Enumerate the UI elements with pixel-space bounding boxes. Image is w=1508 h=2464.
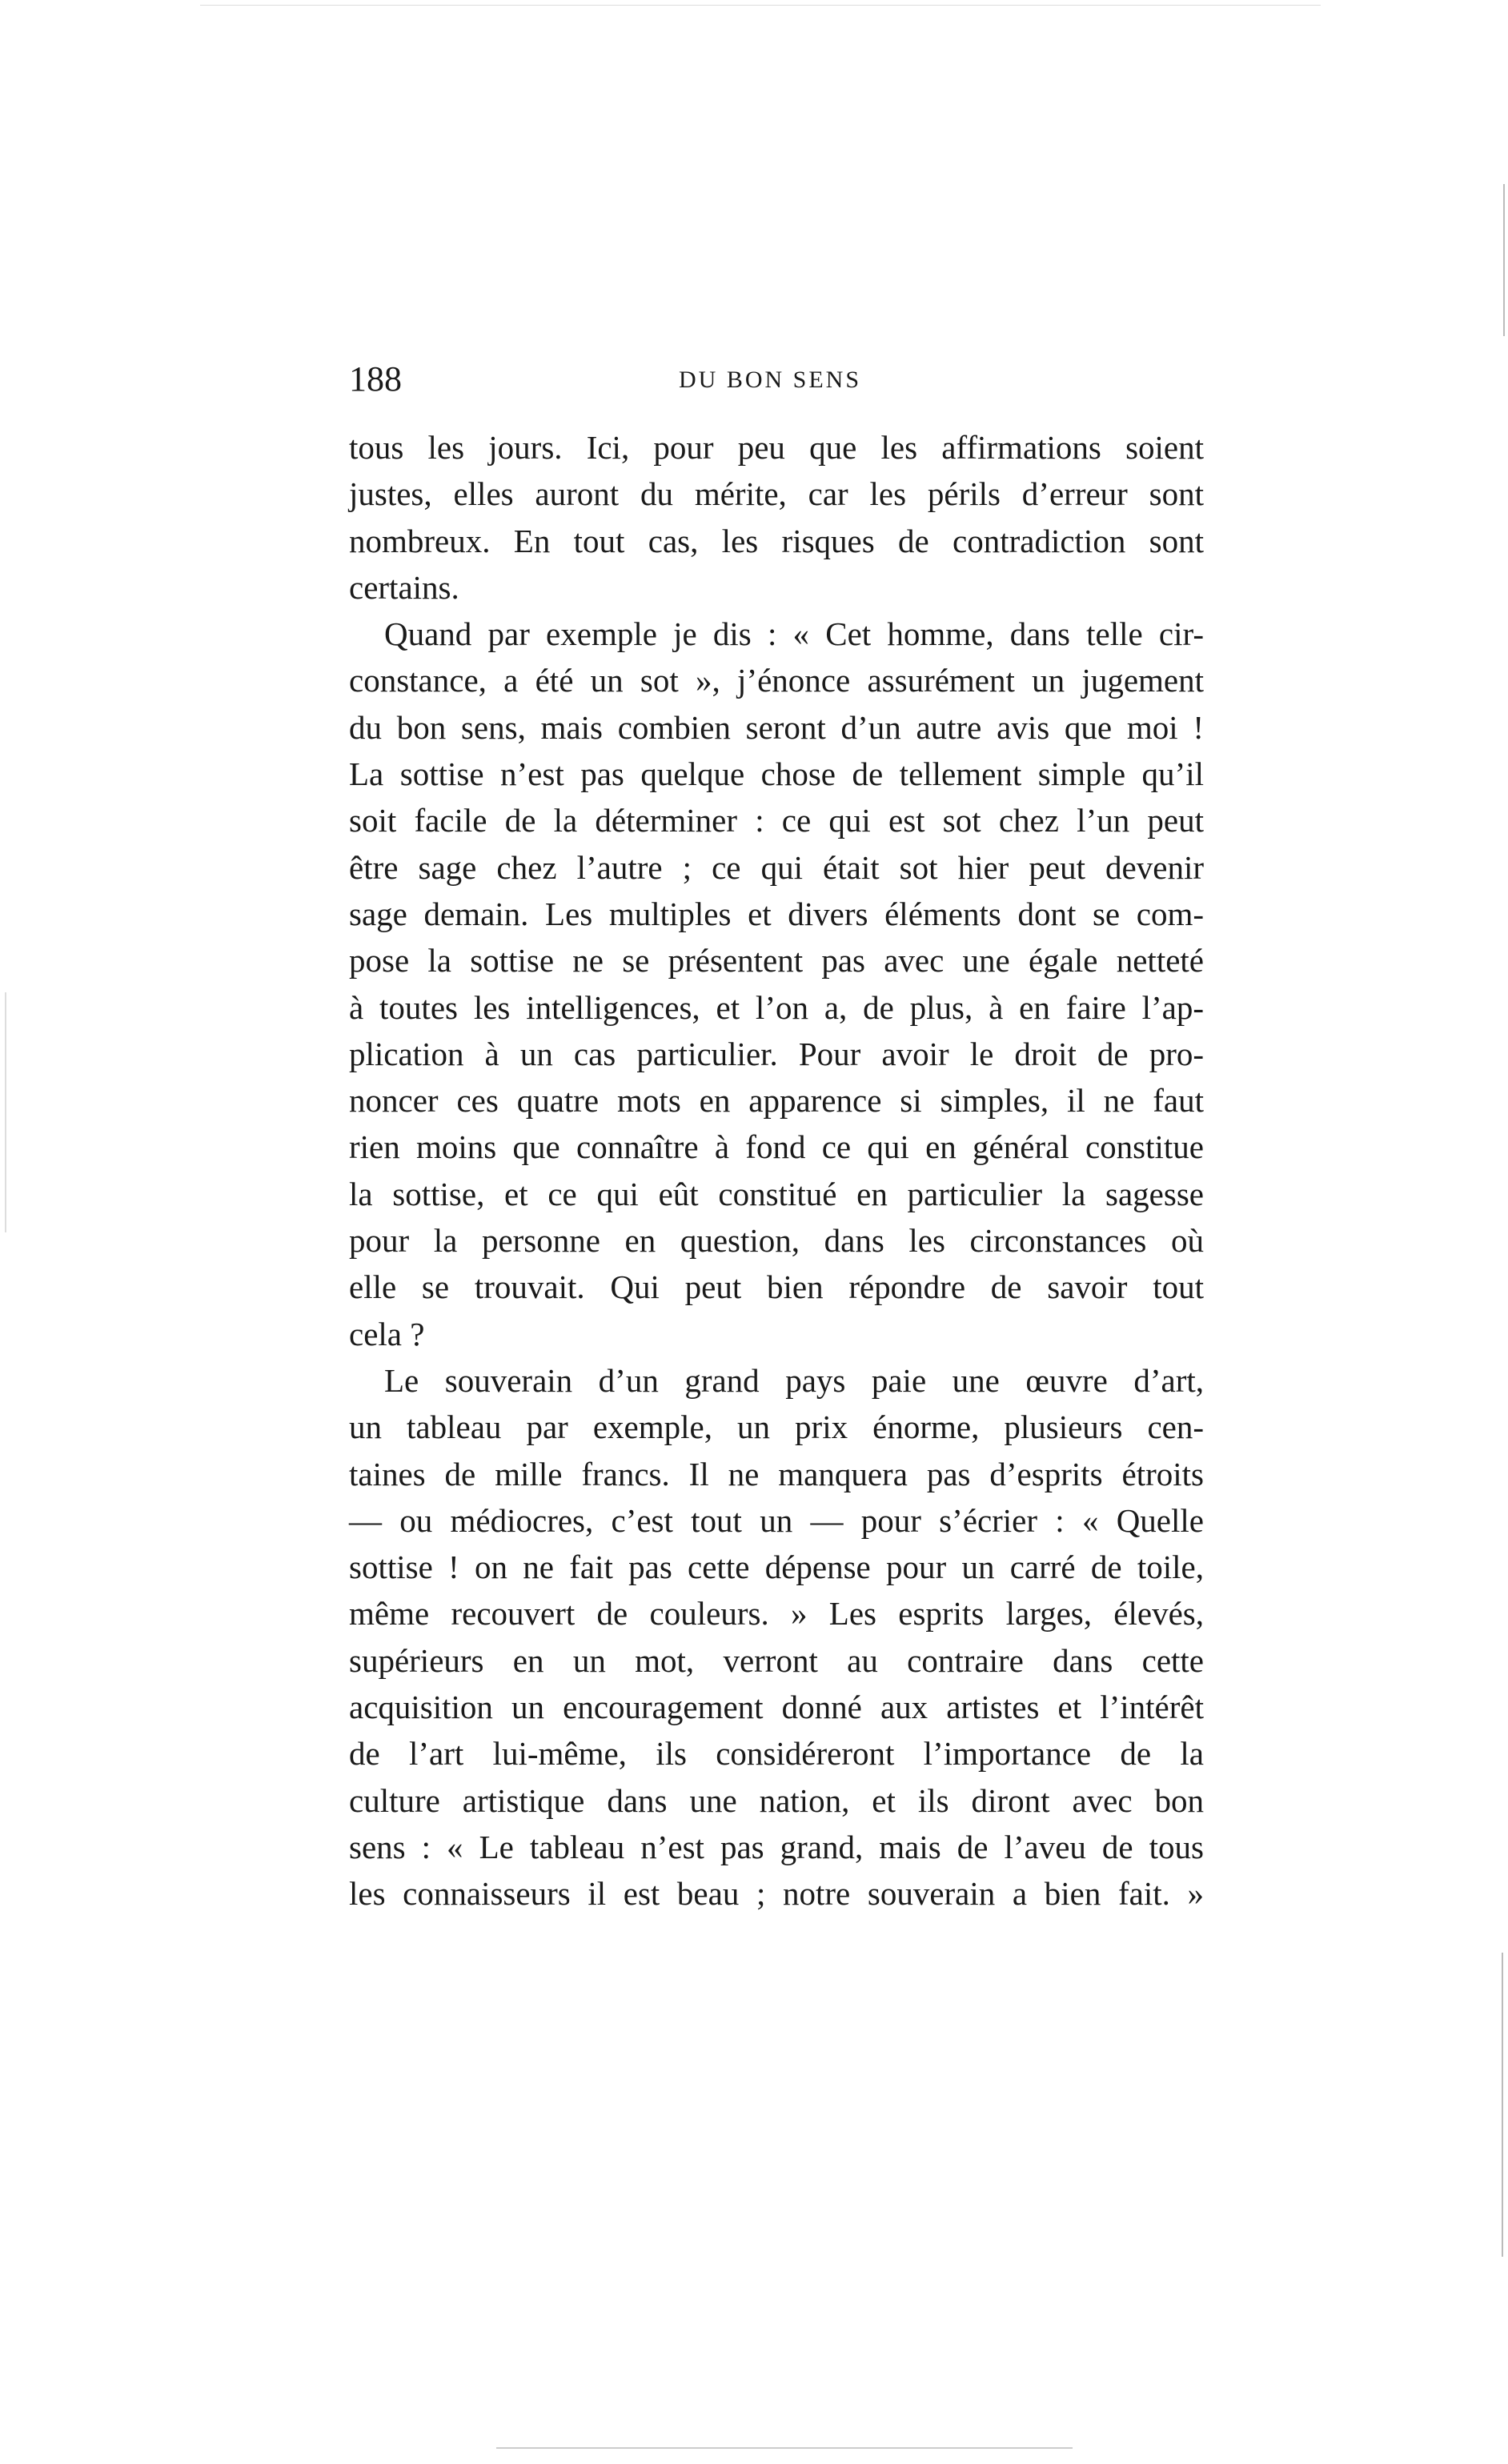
body-text <box>349 424 1204 1917</box>
text-line: elle se trouvait. Qui peut bien répondre de savoir tout <box>349 1268 1204 1306</box>
text-line: un tableau par exemple, un prix énorme, plusieurs cen- <box>349 1408 1204 1446</box>
text-line: taines de mille francs. Il ne manquera pas d’esprits étroits <box>349 1455 1204 1492</box>
text-line: même recouvert de couleurs. » Les esprits larges, élevés, <box>349 1595 1204 1633</box>
text-line: soit facile de la déterminer : ce qui est sot chez l’un peut <box>349 802 1204 839</box>
text-line: sens : « Le tableau n’est pas grand, mais de l’aveu de tous <box>349 1828 1204 1865</box>
text-line: sottise ! on ne fait pas cette dépense pour un carré de toile, <box>349 1549 1204 1586</box>
text-line: pose la sottise ne se présentent pas avec une égale netteté <box>349 942 1204 980</box>
text-line: culture artistique dans une nation, et ils diront avec bon <box>349 1781 1204 1819</box>
text-line: Le souverain d’un grand pays paie une œuvre d’art, <box>384 1361 1204 1399</box>
text-line: sage demain. Les multiples et divers éléments dont se com- <box>349 895 1204 932</box>
text-line: noncer ces quatre mots en apparence si simples, il ne faut <box>349 1082 1204 1120</box>
text-line: rien moins que connaître à fond ce qui en général constitue <box>349 1128 1204 1166</box>
scan-bottom-edge <box>496 2447 1073 2449</box>
text-line: — ou médiocres, c’est tout un — pour s’écrier : « Quelle <box>349 1501 1204 1539</box>
page-number: 188 <box>349 359 402 399</box>
scan-left-edge <box>5 992 6 1232</box>
text-line: les connaisseurs il est beau ; notre souverain a bien fait. » <box>349 1875 1204 1913</box>
text-line: supérieurs en un mot, verront au contraire dans cette <box>349 1641 1204 1679</box>
text-line: plication à un cas particulier. Pour avoir le droit de pro- <box>349 1035 1204 1072</box>
scan-top-edge <box>200 5 1321 6</box>
text-line: la sottise, et ce qui eût constitué en particulier la sagesse <box>349 1175 1204 1212</box>
text-line: constance, a été un sot », j’énonce assurément un jugement <box>349 662 1204 699</box>
text-line: de l’art lui-même, ils considéreront l’importance de la <box>349 1735 1204 1773</box>
running-title: DU BON SENS <box>678 367 862 393</box>
text-line: justes, elles auront du mérite, car les périls d’erreur sont <box>349 475 1204 513</box>
scan-right-edge <box>1503 184 1505 336</box>
text-line: être sage chez l’autre ; ce qui était sot hier peut devenir <box>349 848 1204 886</box>
text-line: tous les jours. Ici, pour peu que les affirmations soient <box>349 429 1204 466</box>
text-line: cela ? <box>349 1315 425 1352</box>
text-line: à toutes les intelligences, et l’on a, de plus, à en faire l’ap- <box>349 988 1204 1026</box>
text-line: La sottise n’est pas quelque chose de tellement simple qu’il <box>349 755 1204 793</box>
scan-right-edge <box>1502 1953 1503 2257</box>
text-line: Quand par exemple je dis : « Cet homme, dans telle cir- <box>384 615 1204 653</box>
text-line: du bon sens, mais combien seront d’un autre avis que moi ! <box>349 708 1204 746</box>
text-line: nombreux. En tout cas, les risques de contradiction sont <box>349 522 1204 559</box>
text-line: pour la personne en question, dans les circonstances où <box>349 1222 1204 1260</box>
text-line: acquisition un encouragement donné aux artistes et l’intérêt <box>349 1689 1204 1726</box>
text-line: certains. <box>349 568 459 606</box>
